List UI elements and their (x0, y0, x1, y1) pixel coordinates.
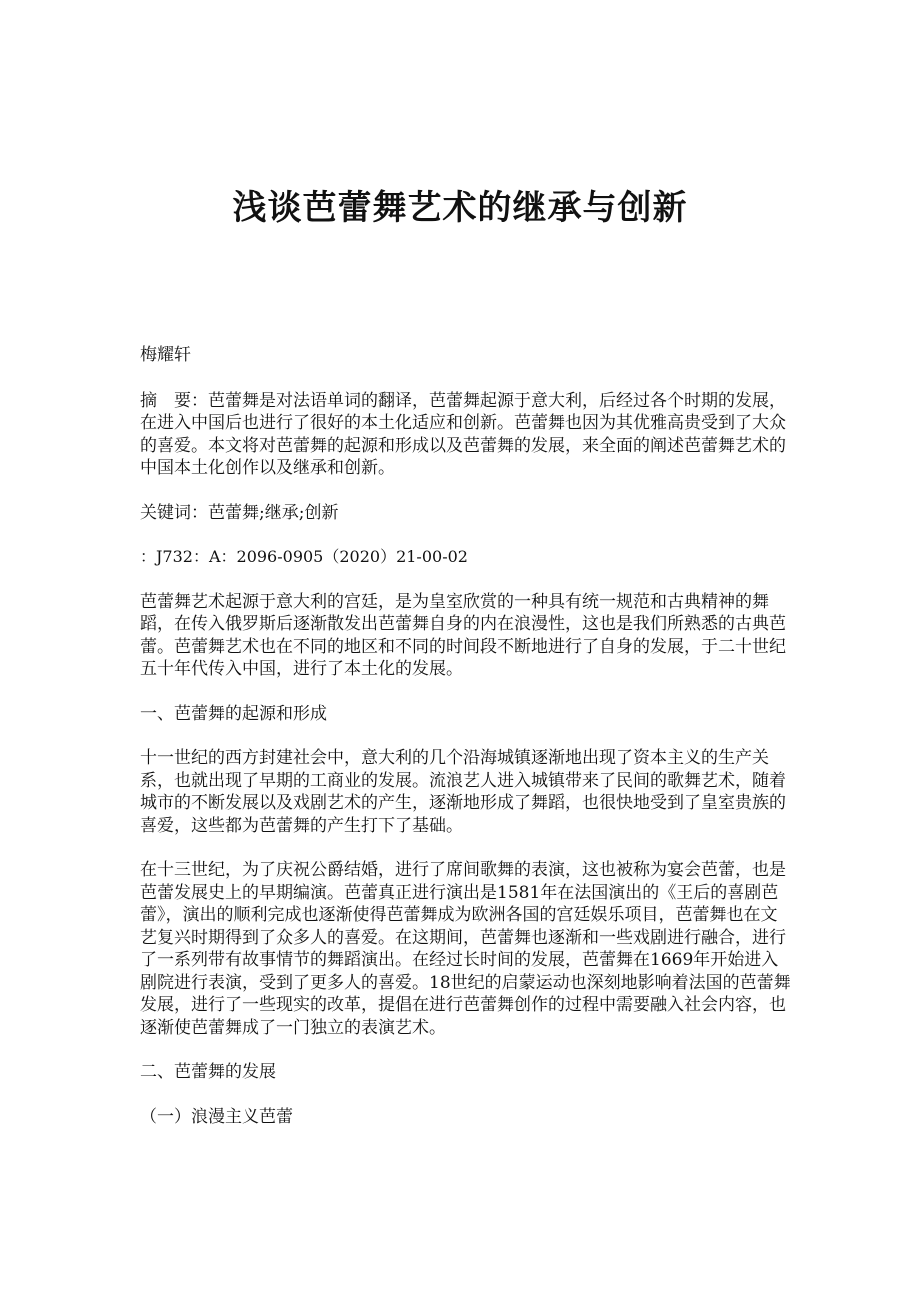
classification-line: ：J732：A：2096-0905（2020）21-00-02 (140, 547, 468, 566)
document-body (140, 344, 792, 1128)
abstract-paragraph: 摘 要：芭蕾舞是对法语单词的翻译，芭蕾舞起源于意大利，后经过各个时期的发展，在进入中国后也进行了很好的本土化适应和创新。芭蕾舞也因为其优雅高贵受到了大众的喜爱。本文将对芭蕾舞的起源和形成以及芭蕾舞的发展，来全面的阐述芭蕾舞艺术的中国本土化创作以及继承和创新。 (140, 390, 786, 478)
subsection-heading-romantic: （一）浪漫主义芭蕾 (140, 1106, 293, 1127)
origin-paragraph-2: 在十三世纪，为了庆祝公爵结婚，进行了席间歌舞的表演，这也被称为宴会芭蕾，也是芭蕾发展史上的早期编演。芭蕾真正进行演出是1581年在法国演出的《王后的喜剧芭蕾》，演出的顺利完成也逐渐使得芭蕾舞成为欧洲各国的宫廷娱乐项目，芭蕾舞也在文艺复兴时期得到了众多人的喜爱。在这期间，芭蕾舞也逐渐和一些戏剧进行融合，进行了一系列带有故事情节的舞蹈演出。在经过长时间的发展，芭蕾舞在1669年开始进入剧院进行表演，受到了更多人的喜爱。18世纪的启蒙运动也深刻地影响着法国的芭蕾舞发展，进行了一些现实的改革，提倡在进行芭蕾舞创作的过程中需要融入社会内容，也逐渐使芭蕾舞成了一门独立的表演艺术。 (140, 860, 791, 1038)
origin-paragraph-1: 十一世纪的西方封建社会中，意大利的几个沿海城镇逐渐地出现了资本主义的生产关系，也就出现了早期的工商业的发展。流浪艺人进入城镇带来了民间的歌舞艺术，随着城市的不断发展以及戏剧艺术的产生，逐渐地形成了舞蹈，也很快地受到了皇室贵族的喜爱，这些都为芭蕾舞的产生打下了基础。 (140, 748, 786, 836)
author-name: 梅耀轩 (140, 345, 191, 365)
section-heading-development: 二、芭蕾舞的发展 (140, 1062, 276, 1082)
section-heading-origin: 一、芭蕾舞的起源和形成 (140, 703, 327, 724)
document-title: 浅谈芭蕾舞艺术的继承与创新 (232, 188, 688, 228)
intro-paragraph: 芭蕾舞艺术起源于意大利的宫廷，是为皇室欣赏的一种具有统一规范和古典精神的舞蹈，在传入俄罗斯后逐渐散发出芭蕾舞自身的内在浪漫性，这也是我们所熟悉的古典芭蕾。芭蕾舞艺术也在不同的地区和不同的时间段不断地进行了自身的发展，于二十世纪五十年代传入中国，进行了本土化的发展。 (140, 591, 786, 679)
keywords-line: 关键词：芭蕾舞;继承;创新 (140, 502, 339, 523)
